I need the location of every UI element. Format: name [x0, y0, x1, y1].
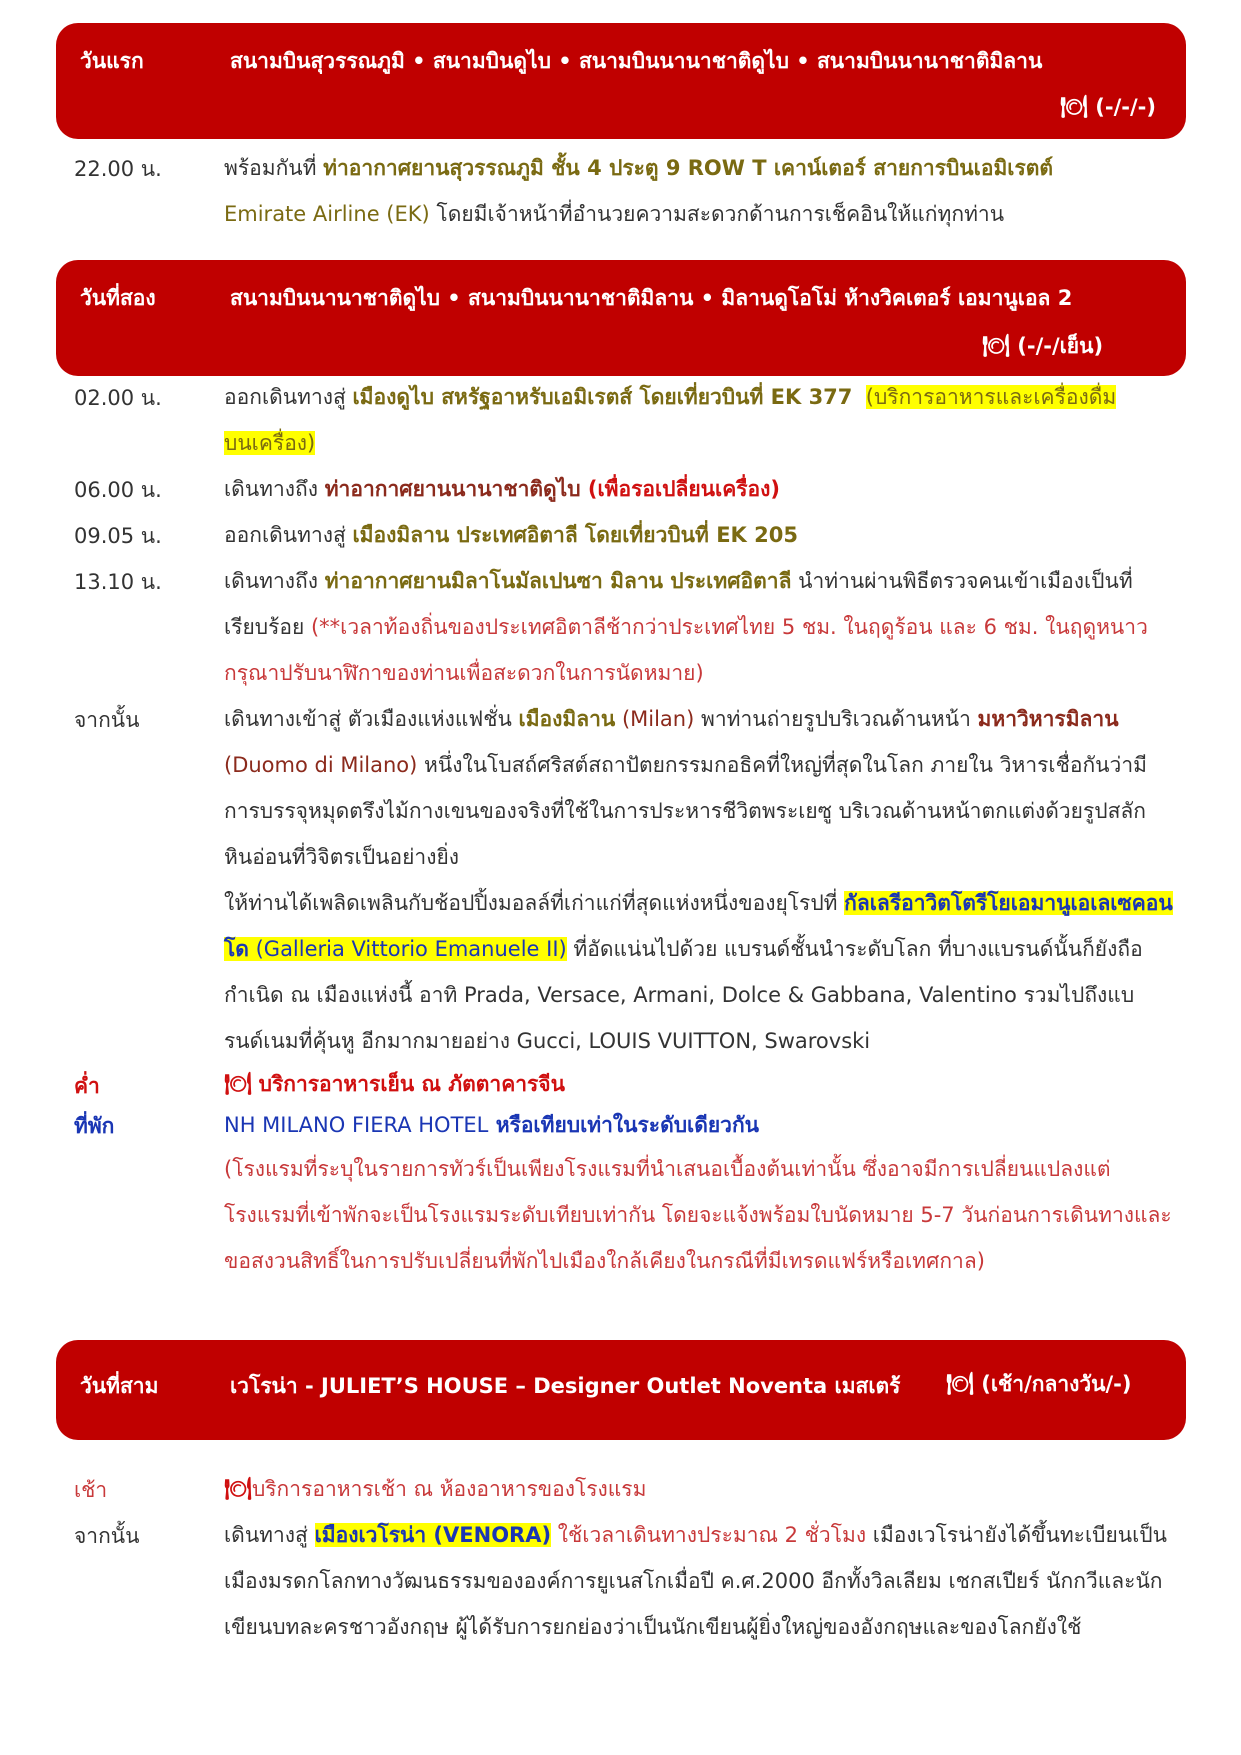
time-label: 13.10 น.	[74, 570, 162, 594]
text-highlight-place: กัลเลรีอาวิตโตรีโยเอมานูเอเลเซคอนโด	[224, 891, 1173, 961]
time-label: จากนั้น	[74, 1524, 140, 1548]
day3-route: เวโรน่า - JULIET’S HOUSE – Designer Outlet Noventa เมสเตร้	[230, 1374, 901, 1398]
hotel-label: ที่พัก	[74, 1114, 115, 1138]
dinner-description	[224, 1064, 1174, 1105]
text-plain: ให้ท่านได้เพลิดเพลินกับช้อปปิ้งมอลล์ที่เก่าแก่ที่สุดแห่งหนึ่งของยุโรปที่	[224, 891, 845, 915]
text-place-en: (Duomo di Milano)	[224, 753, 418, 777]
day3-meal-text: (เช้า/กลางวัน/-)	[981, 1372, 1132, 1396]
meal-icon: 🍽	[946, 1372, 974, 1397]
text-plain: เมืองเวโรน่ายังได้ขึ้นทะเบียนเป็นเมืองมรดกโลกทางวัฒนธรรมขององค์การยูเนสโกเมื่อปี ค.ศ.2000 อีกทั้งวิลเลียม เชกสเปียร์ นักกวีและนักเขียนบทละครชาวอังกฤษ ผู้ได้รับการยกย่องว่าเป็นนักเขียนผู้ยิ่งใหญ่ของอังกฤษและของโลกยังใช้	[224, 1523, 1167, 1639]
text-note: (เพื่อรอเปลี่ยนเครื่อง)	[580, 477, 781, 501]
text-timezone-note: (**เวลาท้องถิ่นของประเทศอิตาลีช้ากว่าประเทศไทย 5 ชม. ในฤดูร้อน และ 6 ชม. ในฤดูหนาว กรุณาปรับนาฬิกาของท่านเพื่อสะดวกในการนัดหมาย)	[224, 615, 1148, 685]
breakfast-label: เช้า	[74, 1478, 108, 1502]
time-label: 09.05 น.	[74, 524, 162, 548]
meal-icon: 🍽	[224, 1072, 252, 1097]
dinner-text: บริการอาหารเย็น ณ ภัตตาคารจีน	[258, 1072, 565, 1096]
day1-meal	[1060, 95, 1156, 120]
day1-route: สนามบินสุวรรณภูมิ • สนามบินดูไบ • สนามบินนานาชาติดูไบ • สนามบินนานาชาติมิลาน	[230, 49, 1043, 73]
text-plain: ออกเดินทางสู่	[224, 385, 353, 409]
text-place: ท่าอากาศยานมิลาโนมัลเปนซา มิลาน ประเทศอิตาลี	[324, 569, 792, 593]
text-place-en: (Milan)	[615, 707, 695, 731]
text-plain: หนึ่งในโบสถ์ศริสต์สถาปัตยกรรมกอธิคที่ใหญ่ที่สุดในโลก ภายใน วิหารเชื่อกันว่ามีการบรรจุหมุดตรึงไม้กางเขนของจริงที่ใช้ในการประหารชีวิตพระเยซู บริเวณด้านหน้าตกแต่งด้วยรูปสลักหินอ่อนที่วิจิตรเป็นอย่างยิ่ง	[224, 753, 1147, 869]
text-place: ท่าอากาศยานนานาชาติดูไบ	[324, 477, 581, 501]
day3-label: วันที่สาม	[80, 1374, 159, 1398]
text-place: เมืองดูไบ สหรัฐอาหรับเอมิเรตส์ โดยเที่ยวบินที่ EK 377	[352, 385, 853, 409]
hotel-description	[224, 1104, 1174, 1284]
text-plain: โดยมีเจ้าหน้าที่อำนวยความสะดวกด้านการเช็คอินให้แก่ทุกท่าน	[429, 202, 1005, 226]
day1-label: วันแรก	[80, 49, 144, 73]
text-airline: Emirate Airline (EK)	[224, 202, 430, 226]
meal-icon: 🍽	[224, 1477, 252, 1502]
text-place: ท่าอากาศยานสุวรรณภูมิ ชั้น 4 ประตู 9 ROW T เคาน์เตอร์ สายการบินเอมิเรตต์	[323, 156, 1054, 180]
text-plain: ที่อัดแน่นไปด้วย แบรนด์ชั้นนำระดับโลก ที่บางแบรนด์นั้นก็ยังถือ กำเนิด ณ เมืองแห่งนี้ อาทิ Prada, Versace, Armani, Dolce & Gabbana, Valentino รวมไปถึงแบรนด์เนมที่คุ้นหู อีกมากมายอย่าง Gucci, LOUIS VUITTON, Swarovski	[224, 937, 1143, 1053]
text-highlight-place-en: (Galleria Vittorio Emanuele II)	[248, 937, 567, 961]
text-plain: เดินทางเข้าสู่ ตัวเมืองแห่งแฟชั่น	[224, 707, 519, 731]
time-label: 02.00 น.	[74, 386, 162, 410]
day3-banner	[56, 1340, 1186, 1440]
day2-route: สนามบินนานาชาติดูไบ • สนามบินนานาชาติมิลาน • มิลานดูโอโม่ ห้างวิคเตอร์ เอมานูเอล 2	[230, 286, 1073, 310]
day1-banner	[56, 23, 1186, 139]
day1-meal-text: (-/-/-)	[1095, 95, 1156, 119]
meal-icon: 🍽	[982, 334, 1010, 359]
item-description	[224, 696, 1174, 1064]
text-duration: ใช้เวลาเดินทางประมาณ 2 ชั่วโมง	[551, 1523, 867, 1547]
text-highlight: (บริการอาหารและเครื่องดื่ม	[865, 385, 1117, 409]
text-plain: เดินทางถึง	[224, 477, 325, 501]
hotel-name: NH MILANO FIERA HOTEL	[224, 1113, 489, 1137]
text-highlight: บนเครื่อง)	[224, 431, 316, 455]
item-description	[224, 1512, 1174, 1650]
text-place: เมืองมิลาน ประเทศอิตาลี โดยเที่ยวบินที่ EK 205	[352, 523, 798, 547]
text-place: เมืองมิลาน	[518, 707, 616, 731]
item-description	[224, 558, 1174, 696]
day2-meal	[982, 330, 1103, 363]
item-description	[224, 374, 1174, 466]
time-label: จากนั้น	[74, 708, 140, 732]
item-description	[224, 145, 1174, 237]
text-plain: เดินทางถึง	[224, 569, 325, 593]
day2-meal-text: (-/-/เย็น)	[1017, 334, 1104, 358]
breakfast-text: บริการอาหารเช้า ณ ห้องอาหารของโรงแรม	[251, 1477, 647, 1501]
breakfast-description	[224, 1466, 1174, 1513]
hotel-note: (โรงแรมที่ระบุในรายการทัวร์เป็นเพียงโรงแรมที่นำเสนอเบื้องต้นเท่านั้น ซึ่งอาจมีการเปลี่ยนแปลงแต่โรงแรมที่เข้าพักจะเป็นโรงแรมระดับเทียบเท่ากัน โดยจะแจ้งพร้อมใบนัดหมาย 5-7 วันก่อนการเดินทางและขอสงวนสิทธิ์ในการปรับเปลี่ยนที่พักไปเมืองใกล้เคียงในกรณีที่มีเทรดแฟร์หรือเทศกาล)	[224, 1157, 1172, 1273]
dinner-label: ค่ำ	[74, 1074, 100, 1098]
text-plain: นำท่านผ่านพิธีตรวจคนเข้าเมืองเป็นที่เรียบร้อย	[224, 569, 1133, 639]
text-highlight-place: เมืองเวโรน่า (VENORA)	[314, 1523, 552, 1547]
meal-icon: 🍽	[1060, 95, 1088, 120]
text-plain: พร้อมกันที่	[224, 156, 324, 180]
day2-label: วันที่สอง	[80, 286, 156, 310]
day3-meal	[946, 1368, 1132, 1401]
text-plain: เดินทางสู่	[224, 1523, 315, 1547]
text-place: มหาวิหารมิลาน	[977, 707, 1119, 731]
item-description	[224, 512, 1174, 558]
hotel-alt: หรือเทียบเท่าในระดับเดียวกัน	[488, 1113, 760, 1137]
text-plain: ออกเดินทางสู่	[224, 523, 353, 547]
time-label: 22.00 น.	[74, 157, 162, 181]
text-plain: พาท่านถ่ายรูปบริเวณด้านหน้า	[694, 707, 978, 731]
day2-banner	[56, 260, 1186, 376]
item-description	[224, 466, 1174, 512]
time-label: 06.00 น.	[74, 478, 162, 502]
